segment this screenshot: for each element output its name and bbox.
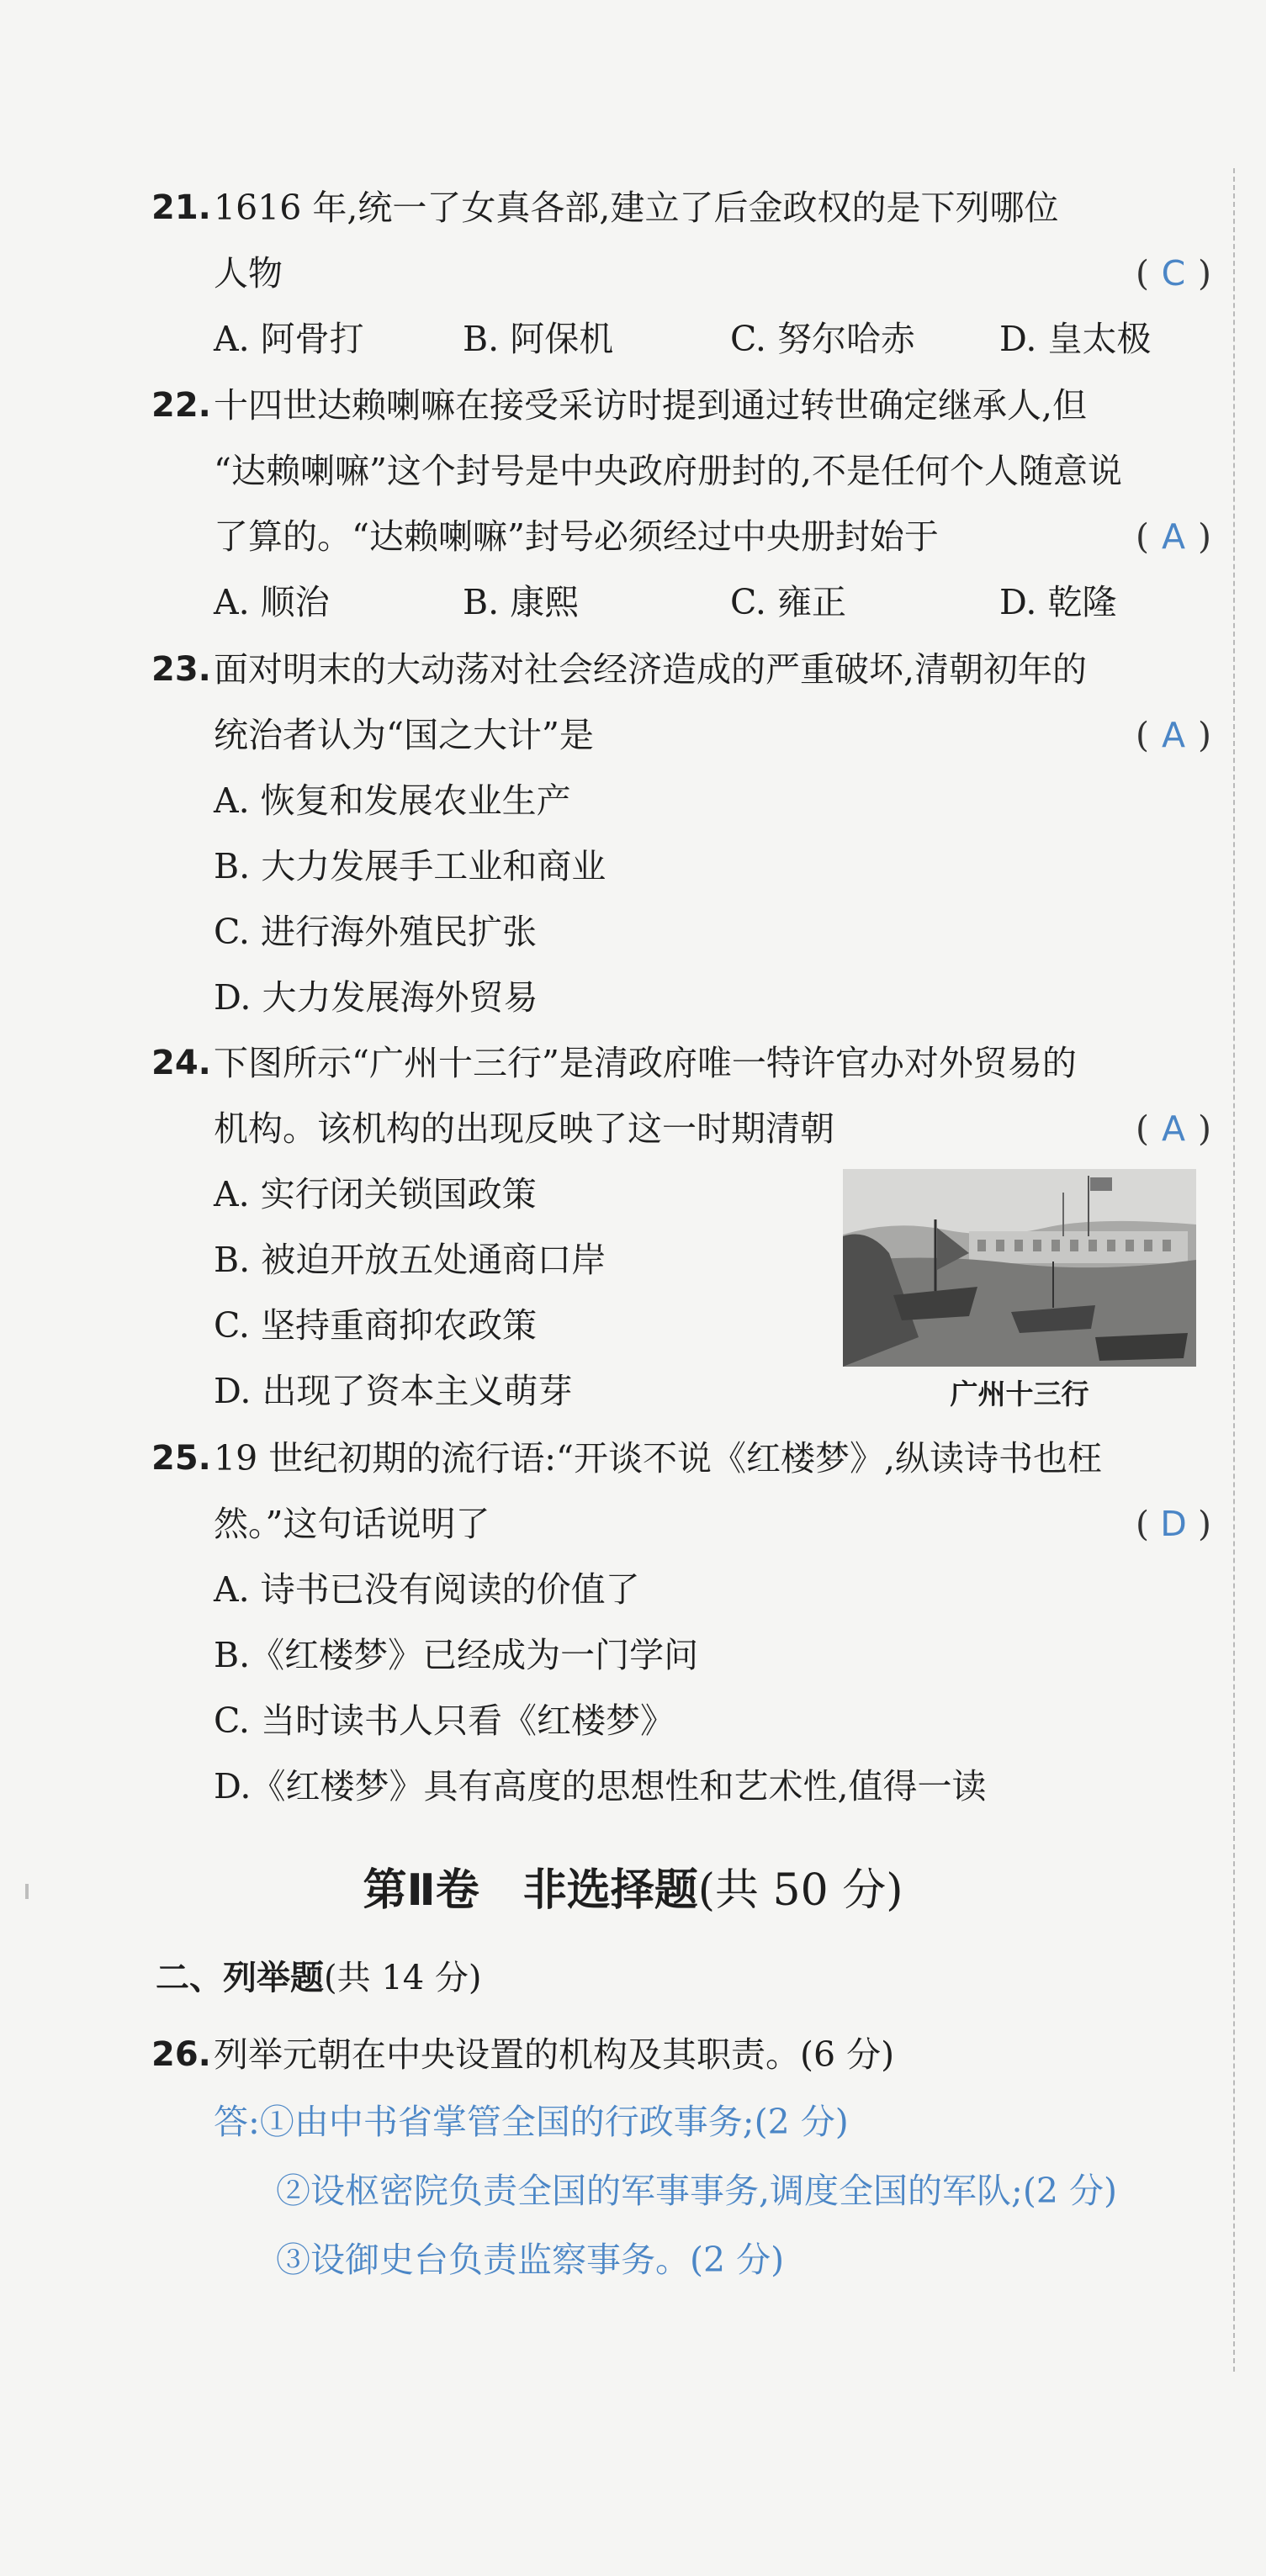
question-text-line-1: 面对明末的大动荡对社会经济造成的严重破坏,清朝初年的 <box>214 649 1088 690</box>
harbor-illustration <box>843 1169 1196 1367</box>
part-heading <box>156 1954 482 2002</box>
option-b: B. 康熙 <box>463 582 580 622</box>
answer-letter: D <box>1160 1504 1187 1544</box>
answer-letter: A <box>1161 715 1186 755</box>
section-title-main: 第Ⅱ卷 非选择题 <box>363 1865 698 1916</box>
question-text-line-1: 列举元朝在中央设置的机构及其职责。(6 分) <box>214 2034 895 2075</box>
option-c: C. 努尔哈赤 <box>730 319 915 359</box>
answer-bracket: ( A ) <box>1136 512 1211 561</box>
question-text-line-3: 了算的。“达赖喇嘛”封号必须经过中央册封始于 <box>214 516 939 557</box>
section-title <box>0 1861 1266 1920</box>
answer-letter: C <box>1161 253 1186 294</box>
page-edge-dashed-line <box>1233 168 1235 2372</box>
option-d: D. 皇太极 <box>999 319 1152 359</box>
answer-bracket: ( C ) <box>1136 249 1211 298</box>
option-c: C. 坚持重商抑农政策 <box>214 1305 537 1346</box>
question-text-line-1: 1616 年,统一了女真各部,建立了后金政权的是下列哪位 <box>214 188 1059 228</box>
question-text-line-1: 十四世达赖喇嘛在接受采访时提到通过转世确定继承人,但 <box>214 385 1088 426</box>
option-a: A. 诗书已没有阅读的价值了 <box>214 1569 640 1610</box>
question-text-line-1: 下图所示“广州十三行”是清政府唯一特许官办对外贸易的 <box>214 1043 1077 1083</box>
option-d: D. 大力发展海外贸易 <box>214 977 538 1018</box>
answer-letter: A <box>1161 516 1186 557</box>
option-a: A. 恢复和发展农业生产 <box>214 780 571 821</box>
answer-letter: A <box>1161 1108 1186 1149</box>
question-number: 24. <box>151 1044 211 1082</box>
question-text-line-2: 人物 <box>214 253 283 294</box>
option-c: C. 进行海外殖民扩张 <box>214 912 537 952</box>
option-a: A. 实行闭关锁国政策 <box>214 1174 537 1214</box>
question-number: 25. <box>151 1439 211 1478</box>
answer-line-1: 答:①由中书省掌管全国的行政事务;(2 分) <box>214 2102 849 2142</box>
option-a: A. 顺治 <box>214 582 330 622</box>
part-heading-score: (共 14 分) <box>324 1959 482 1997</box>
question-text-line-2: 然。”这句话说明了 <box>214 1504 490 1544</box>
answer-line-2: ②设枢密院负责全国的军事事务,调度全国的军队;(2 分) <box>276 2171 1117 2211</box>
answer-bracket: ( D ) <box>1136 1500 1211 1548</box>
question-number: 23. <box>151 650 211 689</box>
question-number: 22. <box>151 386 211 425</box>
answer-bracket: ( A ) <box>1136 711 1211 759</box>
option-c: C. 雍正 <box>730 582 846 622</box>
question-text-line-2: 统治者认为“国之大计”是 <box>214 715 594 755</box>
image-caption: 广州十三行 <box>950 1378 1089 1410</box>
part-heading-label: 二、列举题 <box>156 1959 324 1997</box>
option-d: D.《红楼梦》具有高度的思想性和艺术性,值得一读 <box>214 1766 987 1806</box>
guangzhou-thirteen-factories-image <box>843 1169 1196 1367</box>
option-b: B.《红楼梦》已经成为一门学问 <box>214 1635 699 1675</box>
question-text-line-2: “达赖喇嘛”这个封号是中央政府册封的,不是任何个人随意说 <box>214 451 1122 491</box>
question-number: 21. <box>151 188 211 227</box>
question-text-line-1: 19 世纪初期的流行语:“开谈不说《红楼梦》,纵读诗书也枉 <box>214 1438 1103 1478</box>
answer-bracket: ( A ) <box>1136 1104 1211 1153</box>
option-c: C. 当时读书人只看《红楼梦》 <box>214 1701 675 1741</box>
question-number: 26. <box>151 2035 211 2074</box>
question-text-line-2: 机构。该机构的出现反映了这一时期清朝 <box>214 1108 834 1149</box>
option-b: B. 阿保机 <box>463 319 614 359</box>
section-title-score: (共 50 分) <box>697 1865 903 1916</box>
option-a: A. 阿骨打 <box>214 319 364 359</box>
option-b: B. 大力发展手工业和商业 <box>214 846 607 886</box>
option-d: D. 乾隆 <box>999 582 1117 622</box>
option-b: B. 被迫开放五处通商口岸 <box>214 1240 607 1280</box>
answer-line-3: ③设御史台负责监察事务。(2 分) <box>276 2240 785 2280</box>
option-d: D. 出现了资本主义萌芽 <box>214 1371 573 1411</box>
